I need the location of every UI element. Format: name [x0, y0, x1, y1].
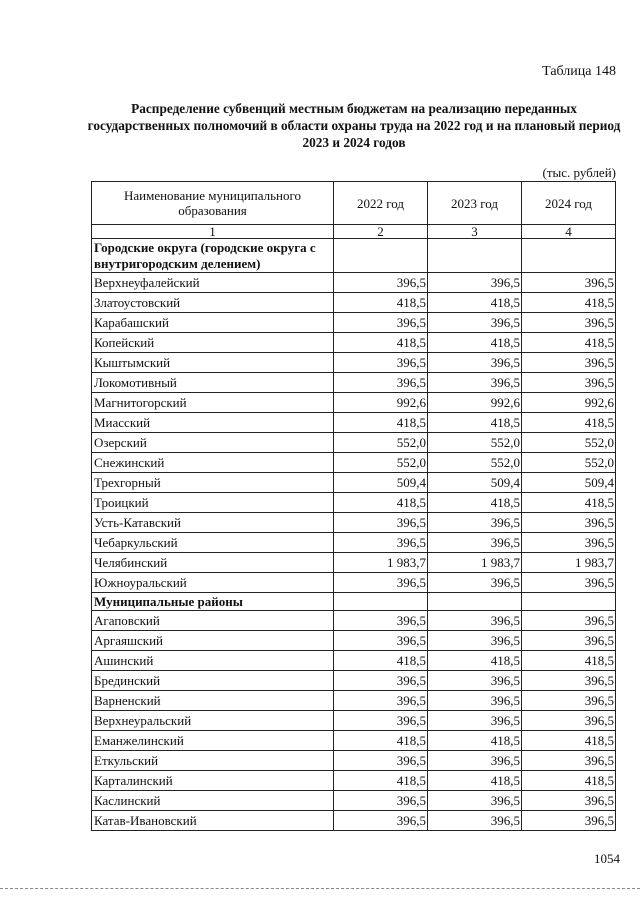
municipality-name: Еткульский — [92, 751, 334, 771]
column-number: 4 — [522, 225, 616, 239]
header-2022: 2022 год — [334, 182, 428, 225]
municipality-name: Локомотивный — [92, 373, 334, 393]
table-row — [92, 611, 616, 631]
amount-2024: 396,5 — [522, 353, 616, 373]
table-row — [92, 651, 616, 671]
section-header-row — [92, 239, 616, 273]
amount-2022: 396,5 — [334, 671, 428, 691]
column-number: 3 — [428, 225, 522, 239]
amount-2022: 552,0 — [334, 453, 428, 473]
amount-2023: 418,5 — [428, 651, 522, 671]
municipality-name: Ашинский — [92, 651, 334, 671]
table-row — [92, 631, 616, 651]
amount-2024: 396,5 — [522, 533, 616, 553]
municipality-name: Карталинский — [92, 771, 334, 791]
amount-2023: 418,5 — [428, 413, 522, 433]
amount-2022: 992,6 — [334, 393, 428, 413]
amount-2024: 396,5 — [522, 711, 616, 731]
amount-2023: 396,5 — [428, 711, 522, 731]
subvention-table — [91, 181, 616, 831]
amount-2024: 418,5 — [522, 771, 616, 791]
header-2024: 2024 год — [522, 182, 616, 225]
amount-2023: 396,5 — [428, 791, 522, 811]
table-row — [92, 811, 616, 831]
table-body — [92, 239, 616, 831]
table-row — [92, 513, 616, 533]
bottom-divider — [0, 888, 640, 889]
amount-2023: 552,0 — [428, 433, 522, 453]
section-title: Городские округа (городские округа с внутригородским делением) — [92, 239, 334, 273]
page-number: 1054 — [594, 851, 620, 866]
table-row — [92, 553, 616, 573]
amount-2023: 396,5 — [428, 533, 522, 553]
amount-2022: 552,0 — [334, 433, 428, 453]
amount-2023: 509,4 — [428, 473, 522, 493]
amount-2022: 396,5 — [334, 611, 428, 631]
amount-2024: 396,5 — [522, 373, 616, 393]
municipality-name: Еманжелинский — [92, 731, 334, 751]
amount-2024: 396,5 — [522, 791, 616, 811]
empty-cell — [334, 593, 428, 611]
amount-2022: 396,5 — [334, 711, 428, 731]
municipality-name: Магнитогорский — [92, 393, 334, 413]
table-row — [92, 413, 616, 433]
amount-2022: 396,5 — [334, 691, 428, 711]
amount-2024: 418,5 — [522, 493, 616, 513]
header-2023: 2023 год — [428, 182, 522, 225]
amount-2023: 1 983,7 — [428, 553, 522, 573]
municipality-name: Усть-Катавский — [92, 513, 334, 533]
municipality-name: Карабашский — [92, 313, 334, 333]
table-row — [92, 273, 616, 293]
municipality-name: Троицкий — [92, 493, 334, 513]
table-row — [92, 473, 616, 493]
table-row — [92, 433, 616, 453]
amount-2022: 396,5 — [334, 373, 428, 393]
amount-2024: 396,5 — [522, 313, 616, 333]
table-row — [92, 333, 616, 353]
document-title: Распределение субвенций местным бюджетам на реализацию переданных государственных полномочий в области охраны труда на 2022 год и на плановый период 2023 и 2024 годов — [87, 101, 621, 150]
amount-2024: 396,5 — [522, 811, 616, 831]
amount-2022: 396,5 — [334, 631, 428, 651]
amount-2024: 992,6 — [522, 393, 616, 413]
table-row — [92, 671, 616, 691]
empty-cell — [428, 239, 522, 273]
amount-2023: 418,5 — [428, 333, 522, 353]
amount-2024: 396,5 — [522, 691, 616, 711]
municipality-name: Челябинский — [92, 553, 334, 573]
table-row — [92, 313, 616, 333]
amount-2022: 418,5 — [334, 771, 428, 791]
amount-2022: 509,4 — [334, 473, 428, 493]
amount-2024: 509,4 — [522, 473, 616, 493]
municipality-name: Брединский — [92, 671, 334, 691]
amount-2022: 396,5 — [334, 313, 428, 333]
amount-2024: 418,5 — [522, 293, 616, 313]
table-row — [92, 393, 616, 413]
municipality-name: Агаповский — [92, 611, 334, 631]
amount-2023: 396,5 — [428, 691, 522, 711]
amount-2024: 396,5 — [522, 611, 616, 631]
amount-2022: 418,5 — [334, 413, 428, 433]
amount-2023: 396,5 — [428, 611, 522, 631]
table-row — [92, 373, 616, 393]
table-row — [92, 573, 616, 593]
municipality-name: Катав-Ивановский — [92, 811, 334, 831]
amount-2024: 418,5 — [522, 731, 616, 751]
amount-2024: 1 983,7 — [522, 553, 616, 573]
column-number: 1 — [92, 225, 334, 239]
amount-2022: 418,5 — [334, 333, 428, 353]
municipality-name: Копейский — [92, 333, 334, 353]
table-row — [92, 791, 616, 811]
amount-2023: 418,5 — [428, 731, 522, 751]
amount-2022: 396,5 — [334, 751, 428, 771]
amount-2023: 418,5 — [428, 771, 522, 791]
amount-2024: 396,5 — [522, 631, 616, 651]
municipality-name: Южноуральский — [92, 573, 334, 593]
amount-2024: 396,5 — [522, 751, 616, 771]
table-row — [92, 691, 616, 711]
amount-2023: 396,5 — [428, 313, 522, 333]
municipality-name: Миасский — [92, 413, 334, 433]
municipality-name: Чебаркульский — [92, 533, 334, 553]
amount-2022: 418,5 — [334, 493, 428, 513]
table-row — [92, 353, 616, 373]
table-row — [92, 751, 616, 771]
municipality-name: Верхнеуфалейский — [92, 273, 334, 293]
municipality-name: Аргаяшский — [92, 631, 334, 651]
municipality-name: Варненский — [92, 691, 334, 711]
amount-2022: 396,5 — [334, 533, 428, 553]
table-label: Таблица 148 — [542, 64, 616, 79]
amount-2024: 396,5 — [522, 273, 616, 293]
amount-2023: 396,5 — [428, 353, 522, 373]
section-header-row — [92, 593, 616, 611]
section-title: Муниципальные районы — [92, 593, 334, 611]
amount-2024: 396,5 — [522, 671, 616, 691]
amount-2023: 396,5 — [428, 631, 522, 651]
amount-2022: 396,5 — [334, 573, 428, 593]
amount-2024: 418,5 — [522, 333, 616, 353]
amount-2023: 418,5 — [428, 493, 522, 513]
table-row — [92, 533, 616, 553]
amount-2023: 418,5 — [428, 293, 522, 313]
municipality-name: Каслинский — [92, 791, 334, 811]
empty-cell — [522, 593, 616, 611]
header-row — [92, 182, 616, 225]
amount-2022: 396,5 — [334, 353, 428, 373]
amount-2023: 552,0 — [428, 453, 522, 473]
column-number: 2 — [334, 225, 428, 239]
municipality-name: Снежинский — [92, 453, 334, 473]
amount-2024: 552,0 — [522, 453, 616, 473]
table-row — [92, 493, 616, 513]
table-row — [92, 711, 616, 731]
amount-2022: 396,5 — [334, 273, 428, 293]
amount-2022: 1 983,7 — [334, 553, 428, 573]
amount-2022: 396,5 — [334, 513, 428, 533]
table-row — [92, 453, 616, 473]
amount-2024: 396,5 — [522, 573, 616, 593]
table-row — [92, 771, 616, 791]
amount-2023: 396,5 — [428, 751, 522, 771]
table-row — [92, 293, 616, 313]
amount-2022: 418,5 — [334, 651, 428, 671]
amount-2022: 418,5 — [334, 293, 428, 313]
municipality-name: Верхнеуральский — [92, 711, 334, 731]
units-label: (тыс. рублей) — [542, 165, 616, 180]
amount-2023: 396,5 — [428, 811, 522, 831]
municipality-name: Кыштымский — [92, 353, 334, 373]
municipality-name: Трехгорный — [92, 473, 334, 493]
amount-2024: 418,5 — [522, 651, 616, 671]
municipality-name: Златоустовский — [92, 293, 334, 313]
column-number-row — [92, 225, 616, 239]
empty-cell — [428, 593, 522, 611]
empty-cell — [334, 239, 428, 273]
amount-2023: 396,5 — [428, 513, 522, 533]
amount-2024: 552,0 — [522, 433, 616, 453]
municipality-name: Озерский — [92, 433, 334, 453]
amount-2023: 992,6 — [428, 393, 522, 413]
header-name: Наименование муниципального образования — [92, 182, 334, 225]
amount-2023: 396,5 — [428, 671, 522, 691]
amount-2024: 418,5 — [522, 413, 616, 433]
empty-cell — [522, 239, 616, 273]
amount-2022: 396,5 — [334, 791, 428, 811]
amount-2022: 418,5 — [334, 731, 428, 751]
amount-2022: 396,5 — [334, 811, 428, 831]
amount-2023: 396,5 — [428, 273, 522, 293]
table-row — [92, 731, 616, 751]
amount-2023: 396,5 — [428, 373, 522, 393]
amount-2023: 396,5 — [428, 573, 522, 593]
amount-2024: 396,5 — [522, 513, 616, 533]
